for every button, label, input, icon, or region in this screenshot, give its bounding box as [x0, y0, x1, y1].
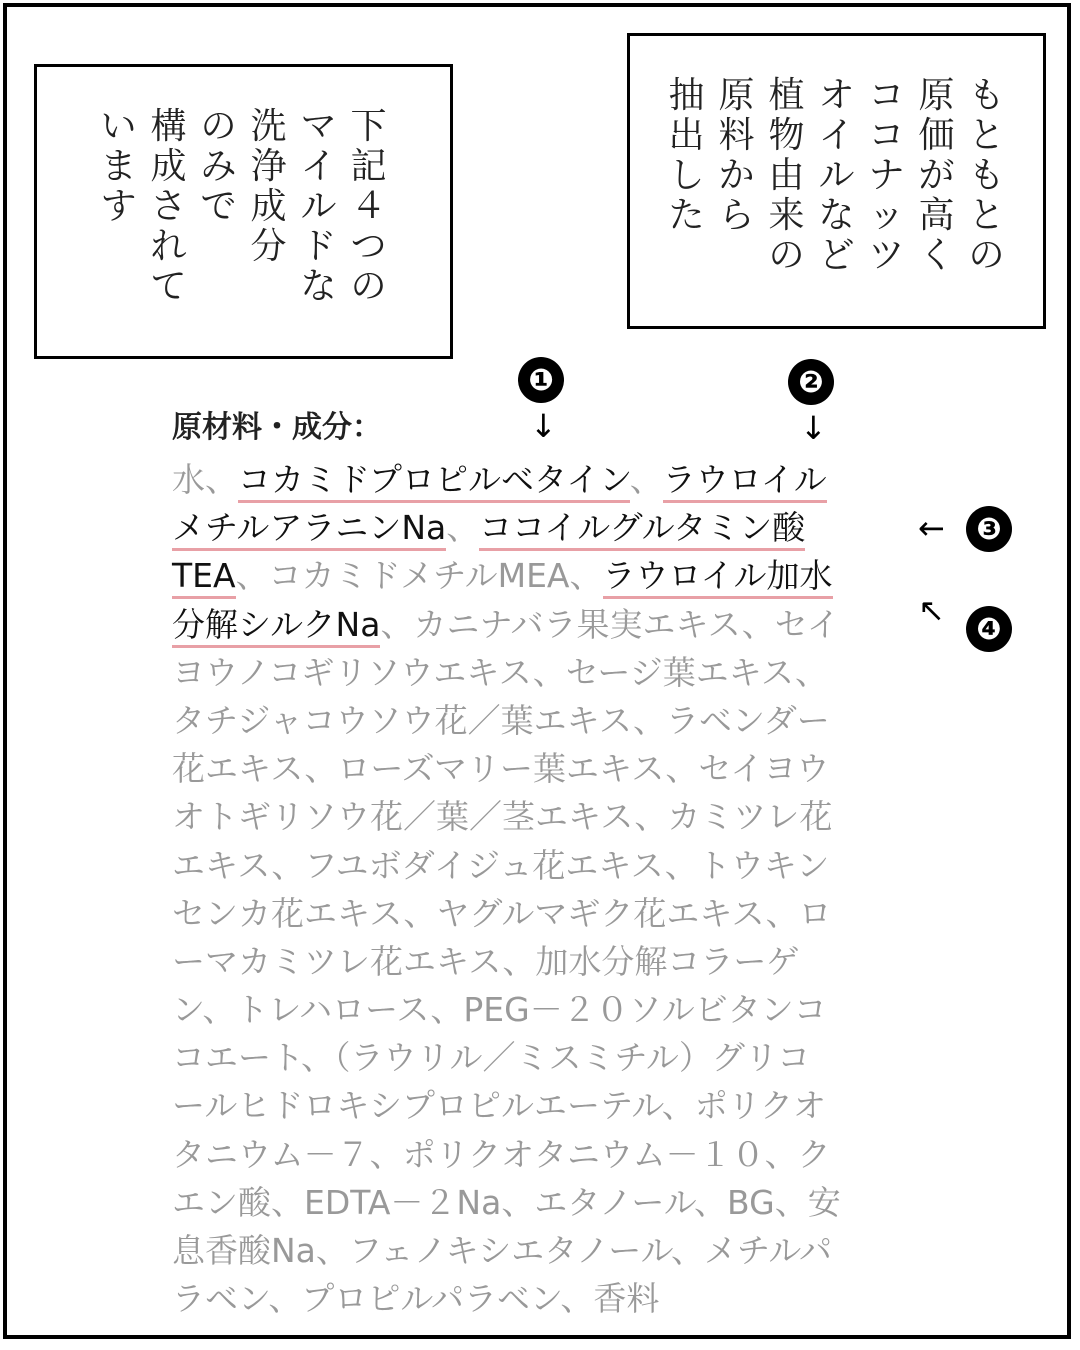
- ingredient-line: [172, 1034, 932, 1082]
- key-ingredient: 分解シルクNa: [172, 605, 380, 648]
- left-note-column: 構 成 さ れ て: [150, 106, 187, 307]
- ingredient-text: オトギリソウ花／葉／茎エキス、カミツレ花: [172, 797, 833, 837]
- key-ingredient: ココイルグルタミン酸: [479, 508, 805, 551]
- ingredient-text: コエート、（ラウリル／ミスミチル）グリコ: [172, 1038, 811, 1078]
- ingredient-text: タニウム－７、ポリクオタニウム－１０、ク: [172, 1134, 831, 1174]
- ingredient-text: 、コカミドメチルMEA、: [235, 556, 603, 596]
- arrow-down-2-icon: ↓: [800, 409, 827, 447]
- left-note-column: マ イ ル ド な: [300, 106, 337, 307]
- key-ingredient: メチルアラニンNa: [172, 508, 446, 551]
- left-note-column: い ま す: [100, 106, 137, 227]
- marker-4: ❹: [966, 606, 1012, 652]
- ingredient-line: [172, 697, 932, 745]
- ingredient-line: [172, 1275, 932, 1323]
- ingredient-line: [172, 793, 932, 841]
- right-note-column: 抽 出 し た: [668, 75, 705, 236]
- ingredient-text: 水、: [172, 460, 238, 499]
- ingredient-line: [172, 745, 932, 793]
- marker-3: ❸: [966, 506, 1012, 552]
- ingredient-line: [172, 1179, 932, 1227]
- ingredient-line: [172, 986, 932, 1034]
- arrow-left-3-icon: ←: [918, 509, 945, 547]
- arrow-down-1-icon: ↓: [530, 407, 557, 445]
- ingredient-text: 、: [629, 460, 663, 499]
- ingredient-line: [172, 890, 932, 938]
- ingredient-text: 、カニナバラ果実エキス、セイ: [380, 604, 840, 644]
- ingredient-line: [172, 649, 932, 697]
- key-ingredient: ラウロイル加水: [603, 556, 833, 599]
- left-note-column: 下 記 ４ つ の: [350, 106, 387, 307]
- ingredient-line: [172, 842, 932, 890]
- ingredient-line: [172, 1227, 932, 1275]
- key-ingredient: ラウロイル: [663, 460, 827, 503]
- left-note-box: [34, 64, 453, 359]
- right-note-column: も と も と の: [968, 75, 1005, 276]
- ingredient-text: 、: [446, 508, 480, 548]
- right-note-column: 植 物 由 来 の: [768, 75, 805, 276]
- ingredient-text: エキス、フユボダイジュ花エキス、トウキン: [172, 845, 830, 885]
- ingredient-text: タチジャコウソウ花／葉エキス、ラベンダー: [172, 700, 830, 740]
- ingredient-text: エン酸、EDTA－２Na、エタノール、BG、安: [172, 1182, 841, 1222]
- right-note-column: コ コ ナ ッ ツ: [868, 75, 905, 276]
- ingredient-line: [172, 1082, 932, 1130]
- ingredient-text: ラベン、プロピルパラベン、香料: [172, 1279, 660, 1319]
- ingredient-line: [172, 456, 932, 504]
- marker-1: ❶: [518, 357, 564, 403]
- ingredient-line: [172, 1131, 932, 1179]
- ingredient-text: センカ花エキス、ヤグルマギク花エキス、ロ: [172, 893, 832, 933]
- ingredient-line: [172, 601, 932, 649]
- right-note-column: 原 価 が 高 く: [918, 75, 955, 276]
- right-note-column: オ イ ル な ど: [818, 75, 855, 276]
- ingredient-line: [172, 504, 932, 552]
- ingredient-line: [172, 552, 932, 600]
- ingredients-heading: 原材料・成分：: [172, 410, 382, 445]
- ingredient-text: ン、トレハロース、PEG－２０ソルビタンコ: [172, 990, 827, 1030]
- key-ingredient: コカミドプロピルベタイン: [238, 460, 630, 503]
- ingredient-text: 息香酸Na、フェノキシエタノール、メチルパ: [172, 1231, 833, 1270]
- arrow-upleft-4-icon: ↖: [918, 591, 945, 629]
- left-note-column: 洗 浄 成 分: [250, 106, 287, 267]
- left-note-column: の み で: [200, 106, 237, 227]
- ingredient-text: ールヒドロキシプロピルエーテル、ポリクオ: [172, 1086, 827, 1126]
- ingredient-text: ヨウノコギリソウエキス、セージ葉エキス、: [172, 652, 829, 692]
- ingredients-list: [172, 456, 932, 1323]
- right-note-column: 原 料 か ら: [718, 75, 755, 236]
- ingredient-text: ーマカミツレ花エキス、加水分解コラーゲ: [172, 941, 800, 981]
- ingredient-text: 花エキス、ローズマリー葉エキス、セイヨウ: [172, 749, 830, 789]
- ingredient-line: [172, 938, 932, 986]
- right-note-box: [627, 33, 1046, 329]
- key-ingredient: TEA: [172, 556, 236, 599]
- marker-2: ❷: [788, 359, 834, 405]
